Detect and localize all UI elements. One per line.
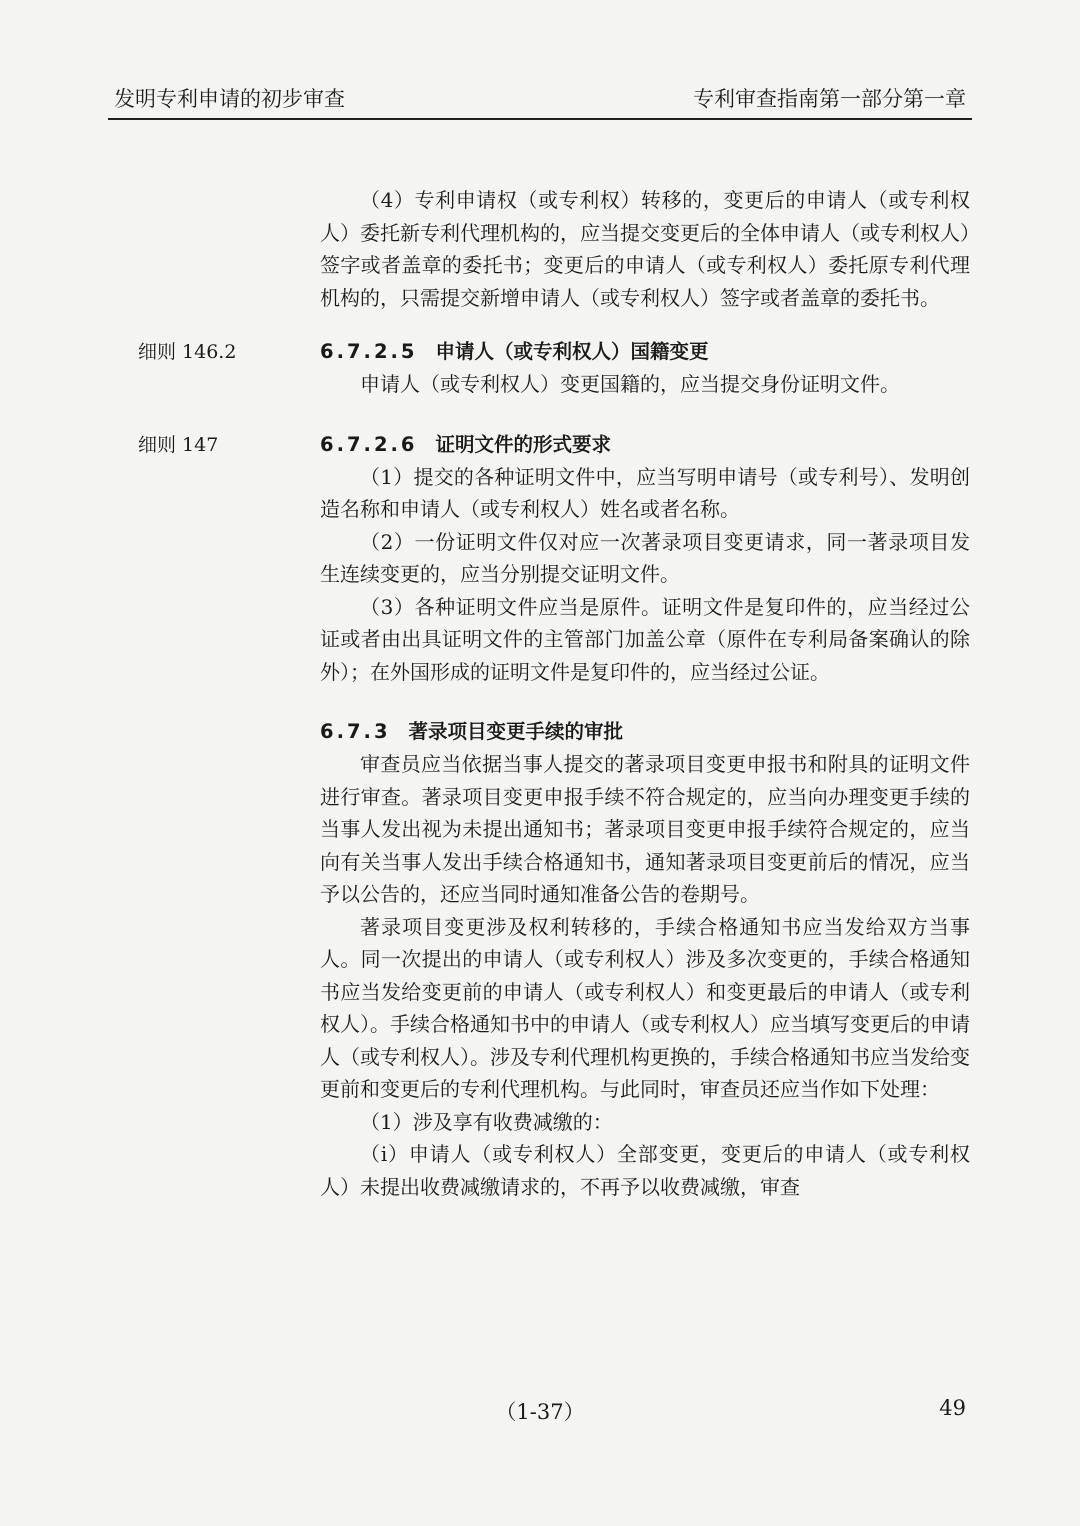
header-chapter-title: 发明专利申请的初步审查 [114,87,345,111]
paragraph: （i）申请人（或专利权人）全部变更，变更后的申请人（或专利权人）未提出收费减缴请求的，不再予以收费减缴，审查 [320,1142,970,1199]
margin-note-146-2: 细则 146.2 [138,341,237,363]
paragraph: （2）一份证明文件仅对应一次著录项目变更请求，同一著录项目发生连续变更的，应当分别提交证明文件。 [320,529,970,586]
heading-673 [320,716,970,748]
heading-title: 证明文件的形式要求 [435,432,612,456]
paragraph-transfer: （4）专利申请权（或专利权）转移的，变更后的申请人（或专利权人）委托新专利代理机构的，应当提交变更后的全体申请人（或专利权人）签字或者盖章的委托书；变更后的申请人（或专利权人）委托原专利代理机构的，只需提交新增申请人（或专利权人）签字或者盖章的委托书。 [320,188,970,310]
heading-number: 6.7.2.5 [320,340,418,363]
heading-number: 6.7.2.6 [320,432,418,456]
section-6725 [138,336,970,401]
heading-title: 申请人（或专利权人）国籍变更 [435,340,709,363]
running-header [108,84,972,120]
header-guide-section: 专利审查指南第一部分第一章 [693,87,966,111]
paragraph: 申请人（或专利权人）变更国籍的，应当提交身份证明文件。 [360,372,900,396]
section-page-code: （1-37） [495,1400,585,1424]
paragraph: （1）提交的各种证明文件中，应当写明申请号（或专利号）、发明创造名称和申请人（或专利权人）姓名或者名称。 [320,464,970,521]
paragraph: 著录项目变更涉及权利转移的，手续合格通知书应当发给双方当事人。同一次提出的申请人（或专利权人）涉及多次变更的，手续合格通知书应当发给变更前的申请人（或专利权人）和变更最后的申请人（或专利权人）。手续合格通知书中的申请人（或专利权人）应当填写变更后的申请人（或专利权人）。涉及专利代理机构更换的，手续合格通知书应当发给变更前和变更后的专利代理机构。与此同时，审查员还应当作如下处理： [320,914,970,1101]
paragraph: （1）涉及享有收费减缴的： [360,1109,613,1134]
margin-note-147: 细则 147 [138,433,219,456]
section-6726 [138,429,970,689]
heading-number: 6.7.3 [320,720,391,743]
page-number: 49 [939,1396,966,1420]
page-body [138,184,970,1203]
paragraph: （3）各种证明文件应当是原件。证明文件是复印件的，应当经过公证或者由出具证明文件的主管部门加盖公章（原件在专利局备案确认的除外）；在外国形成的证明文件是复印件的，应当经过公证。 [320,594,970,684]
heading-6726 [320,429,970,461]
heading-6725 [320,336,970,368]
paragraph: 审查员应当依据当事人提交的著录项目变更申报书和附具的证明文件进行审查。著录项目变更申报手续不符合规定的，应当向办理变更手续的当事人发出视为未提出通知书；著录项目变更申报手续符合规定的，应当向有关当事人发出手续合格通知书，通知著录项目变更前后的情况，应当予以公告的，还应当同时通知准备公告的卷期号。 [320,752,970,906]
section-673 [320,716,970,1203]
heading-title: 著录项目变更手续的审批 [408,720,624,743]
